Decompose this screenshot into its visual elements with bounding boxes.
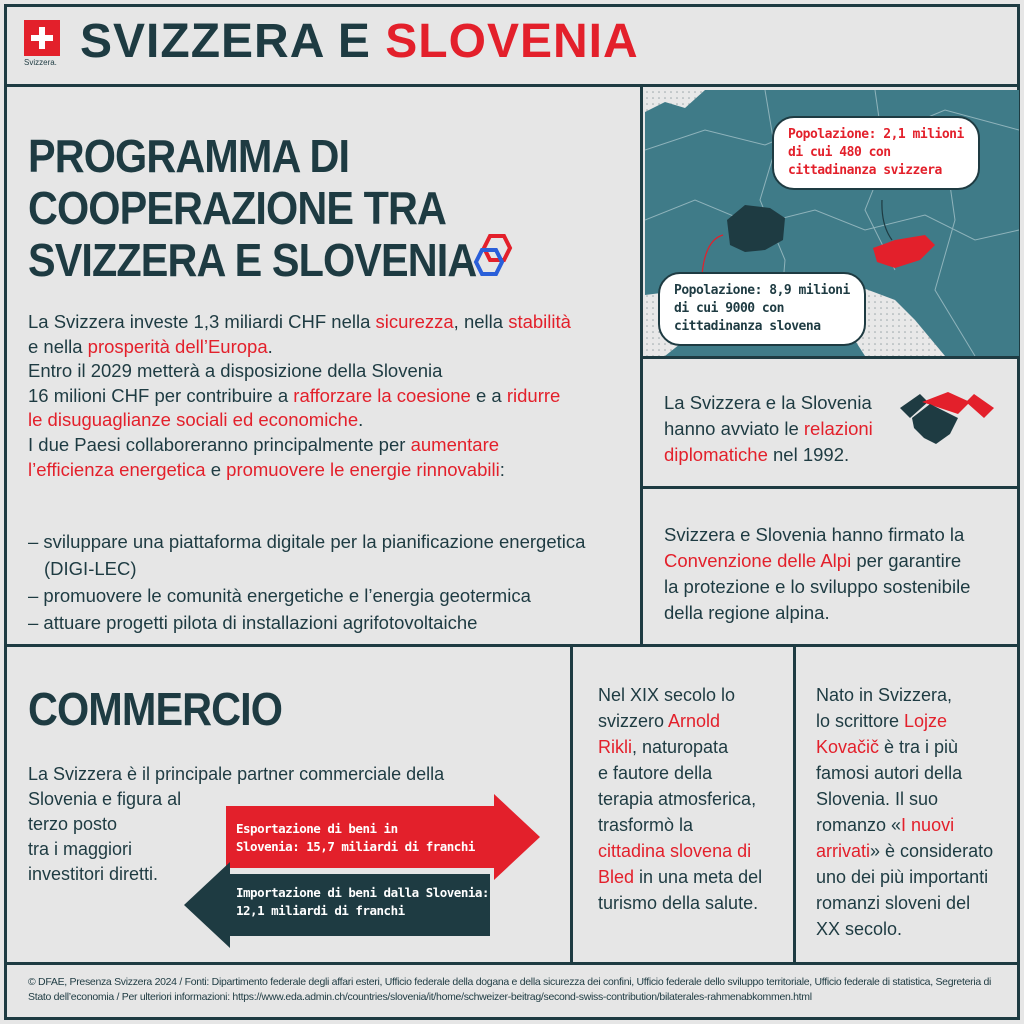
- text: è tra i più: [879, 737, 959, 757]
- text: :: [499, 458, 505, 480]
- callout-line: di cui 9000 con: [674, 301, 784, 316]
- divider: [793, 646, 796, 962]
- text: in una meta del: [634, 867, 763, 887]
- text-line: trasformò la: [598, 815, 694, 835]
- trade-text: La Svizzera è il principale partner commerciale della: [28, 764, 445, 784]
- highlight: stabilità: [508, 311, 571, 332]
- text-line: uno dei più importanti: [816, 867, 989, 887]
- highlight: l’efficienza energetica: [28, 458, 206, 480]
- highlight: Bled: [598, 867, 635, 887]
- highlight: promuovere le energie rinnovabili: [226, 458, 500, 480]
- text: e nella: [28, 335, 88, 357]
- programme-text: [28, 310, 638, 482]
- diplomacy-text: [664, 390, 873, 468]
- text-line: Nato in Svizzera,: [816, 685, 953, 705]
- highlight: sicurezza: [375, 311, 454, 332]
- text: .: [267, 335, 273, 357]
- export-label: [236, 820, 475, 856]
- text-line: investitori diretti.: [28, 864, 159, 884]
- title-part1: SVIZZERA E: [80, 15, 386, 68]
- text: per garantire: [851, 550, 962, 571]
- logo-text: Svizzera.: [24, 58, 57, 67]
- text-line: e fautore della: [598, 763, 713, 783]
- divider: [4, 644, 1020, 647]
- text: e: [205, 458, 227, 480]
- text-line: la protezione e lo sviluppo sostenibile: [664, 576, 971, 597]
- rikli-text: [598, 682, 762, 916]
- swiss-cross-icon: [24, 20, 60, 56]
- text: La Svizzera investe 1,3 miliardi CHF nella: [28, 311, 376, 332]
- callout-line: Popolazione: 8,9 milioni: [674, 283, 850, 298]
- label-line: Importazione di beni dalla Slovenia:: [236, 885, 489, 900]
- handshake-icon: [900, 388, 994, 450]
- list-item: – attuare progetti pilota di installazioni agrifotovoltaiche: [28, 612, 478, 633]
- text: e a: [470, 384, 507, 406]
- footer-sources: [28, 975, 1018, 1005]
- text: romanzo «: [816, 815, 902, 835]
- list-item: – promuovere le comunità energetiche e l’energia geotermica: [28, 585, 531, 606]
- highlight: arrivati: [816, 841, 871, 861]
- text-line: La Svizzera e la Slovenia: [664, 392, 872, 413]
- divider: [640, 86, 643, 646]
- list-item: (DIGI-LEC): [44, 558, 137, 579]
- highlight: relazioni: [803, 418, 873, 439]
- text: Entro il 2029 metterà a disposizione della Slovenia: [28, 360, 443, 382]
- label-line: Slovenia: 15,7 miliardi di franchi: [236, 839, 475, 854]
- text-line: terapia atmosferica,: [598, 789, 757, 809]
- swiss-logo: [24, 20, 64, 67]
- heading-line: COOPERAZIONE TRA: [28, 182, 447, 234]
- highlight: Convenzione delle Alpi: [664, 550, 852, 571]
- callout-line: di cui 480 con: [788, 145, 891, 160]
- label-line: 12,1 miliardi di franchi: [236, 903, 405, 918]
- text: lo scrittore: [816, 711, 905, 731]
- text: , naturopata: [632, 737, 729, 757]
- trade-heading: COMMERCIO: [28, 683, 283, 735]
- highlight: Lojze: [904, 711, 948, 731]
- text: 16 milioni CHF per contribuire a: [28, 384, 294, 406]
- callout-line: Popolazione: 2,1 milioni: [788, 127, 964, 142]
- footer-line: © DFAE, Presenza Svizzera 2024 / Fonti: Dipartimento federale degli affari esteri, Ufficio federale della dogana e della sicurezza dei confini, Ufficio federale dello sviluppo territoriale, Ufficio federale di statistica, Segreteria di: [28, 976, 992, 988]
- heading-line: PROGRAMMA DI: [28, 130, 350, 182]
- highlight: cittadina slovena di: [598, 841, 752, 861]
- divider: [4, 84, 1020, 87]
- text-line: terzo posto: [28, 814, 118, 834]
- callout-line: cittadinanza svizzera: [788, 163, 942, 178]
- highlight: Rikli: [598, 737, 632, 757]
- callout-line: cittadinanza slovena: [674, 319, 821, 334]
- divider: [640, 486, 1020, 489]
- page-title: [80, 14, 639, 69]
- highlight: aumentare: [410, 433, 500, 455]
- slovenia-population-callout: [772, 116, 980, 190]
- import-label: [236, 884, 489, 920]
- list-item: – sviluppare una piattaforma digitale per la pianificazione energetica: [28, 531, 586, 552]
- text-line: romanzi sloveni del: [816, 893, 971, 913]
- text-line: Svizzera e Slovenia hanno firmato la: [664, 524, 965, 545]
- highlight: prosperità dell’Europa: [87, 335, 268, 357]
- text-line: Slovenia. Il suo: [816, 789, 939, 809]
- text-line: famosi autori della: [816, 763, 963, 783]
- cooperation-hexagon-icon: [468, 232, 528, 278]
- text: » è considerato: [870, 841, 994, 861]
- highlight: I nuovi: [901, 815, 955, 835]
- text-line: turismo della salute.: [598, 893, 759, 913]
- divider: [4, 962, 1020, 965]
- divider: [640, 356, 1020, 359]
- text: I due Paesi collaboreranno principalmente per: [28, 433, 411, 455]
- highlight: Arnold: [668, 711, 721, 731]
- highlight: le disuguaglianze sociali ed economiche: [28, 409, 359, 431]
- text: svizzero: [598, 711, 669, 731]
- text: nel 1992.: [767, 444, 850, 465]
- title-part2: SLOVENIA: [385, 15, 639, 68]
- text-line: Nel XIX secolo lo: [598, 685, 736, 705]
- text-line: tra i maggiori: [28, 839, 133, 859]
- switzerland-population-callout: [658, 272, 866, 346]
- footer-line: Stato dell’economia / Per ulteriori informazioni: https://www.eda.admin.ch/countries/slovenia/it/home/schweizer-beitrag/second-swiss-contribution/bilaterales-rahmenabkommen.html: [28, 991, 812, 1003]
- highlight: ridurre: [506, 384, 561, 406]
- text: .: [358, 409, 364, 431]
- text: , nella: [453, 311, 509, 332]
- label-line: Esportazione di beni in: [236, 821, 398, 836]
- alps-convention-text: [664, 522, 970, 626]
- text: hanno avviato le: [664, 418, 804, 439]
- highlight: diplomatiche: [664, 444, 768, 465]
- heading-line: SVIZZERA E SLOVENIA: [28, 234, 477, 286]
- kovacic-text: [816, 682, 993, 942]
- text-line: XX secolo.: [816, 919, 903, 939]
- text-line: Slovenia e figura al: [28, 789, 182, 809]
- divider: [570, 646, 573, 962]
- highlight: rafforzare la coesione: [293, 384, 471, 406]
- text-line: della regione alpina.: [664, 602, 830, 623]
- programme-bullets: [28, 528, 638, 636]
- highlight: Kovačič: [816, 737, 880, 757]
